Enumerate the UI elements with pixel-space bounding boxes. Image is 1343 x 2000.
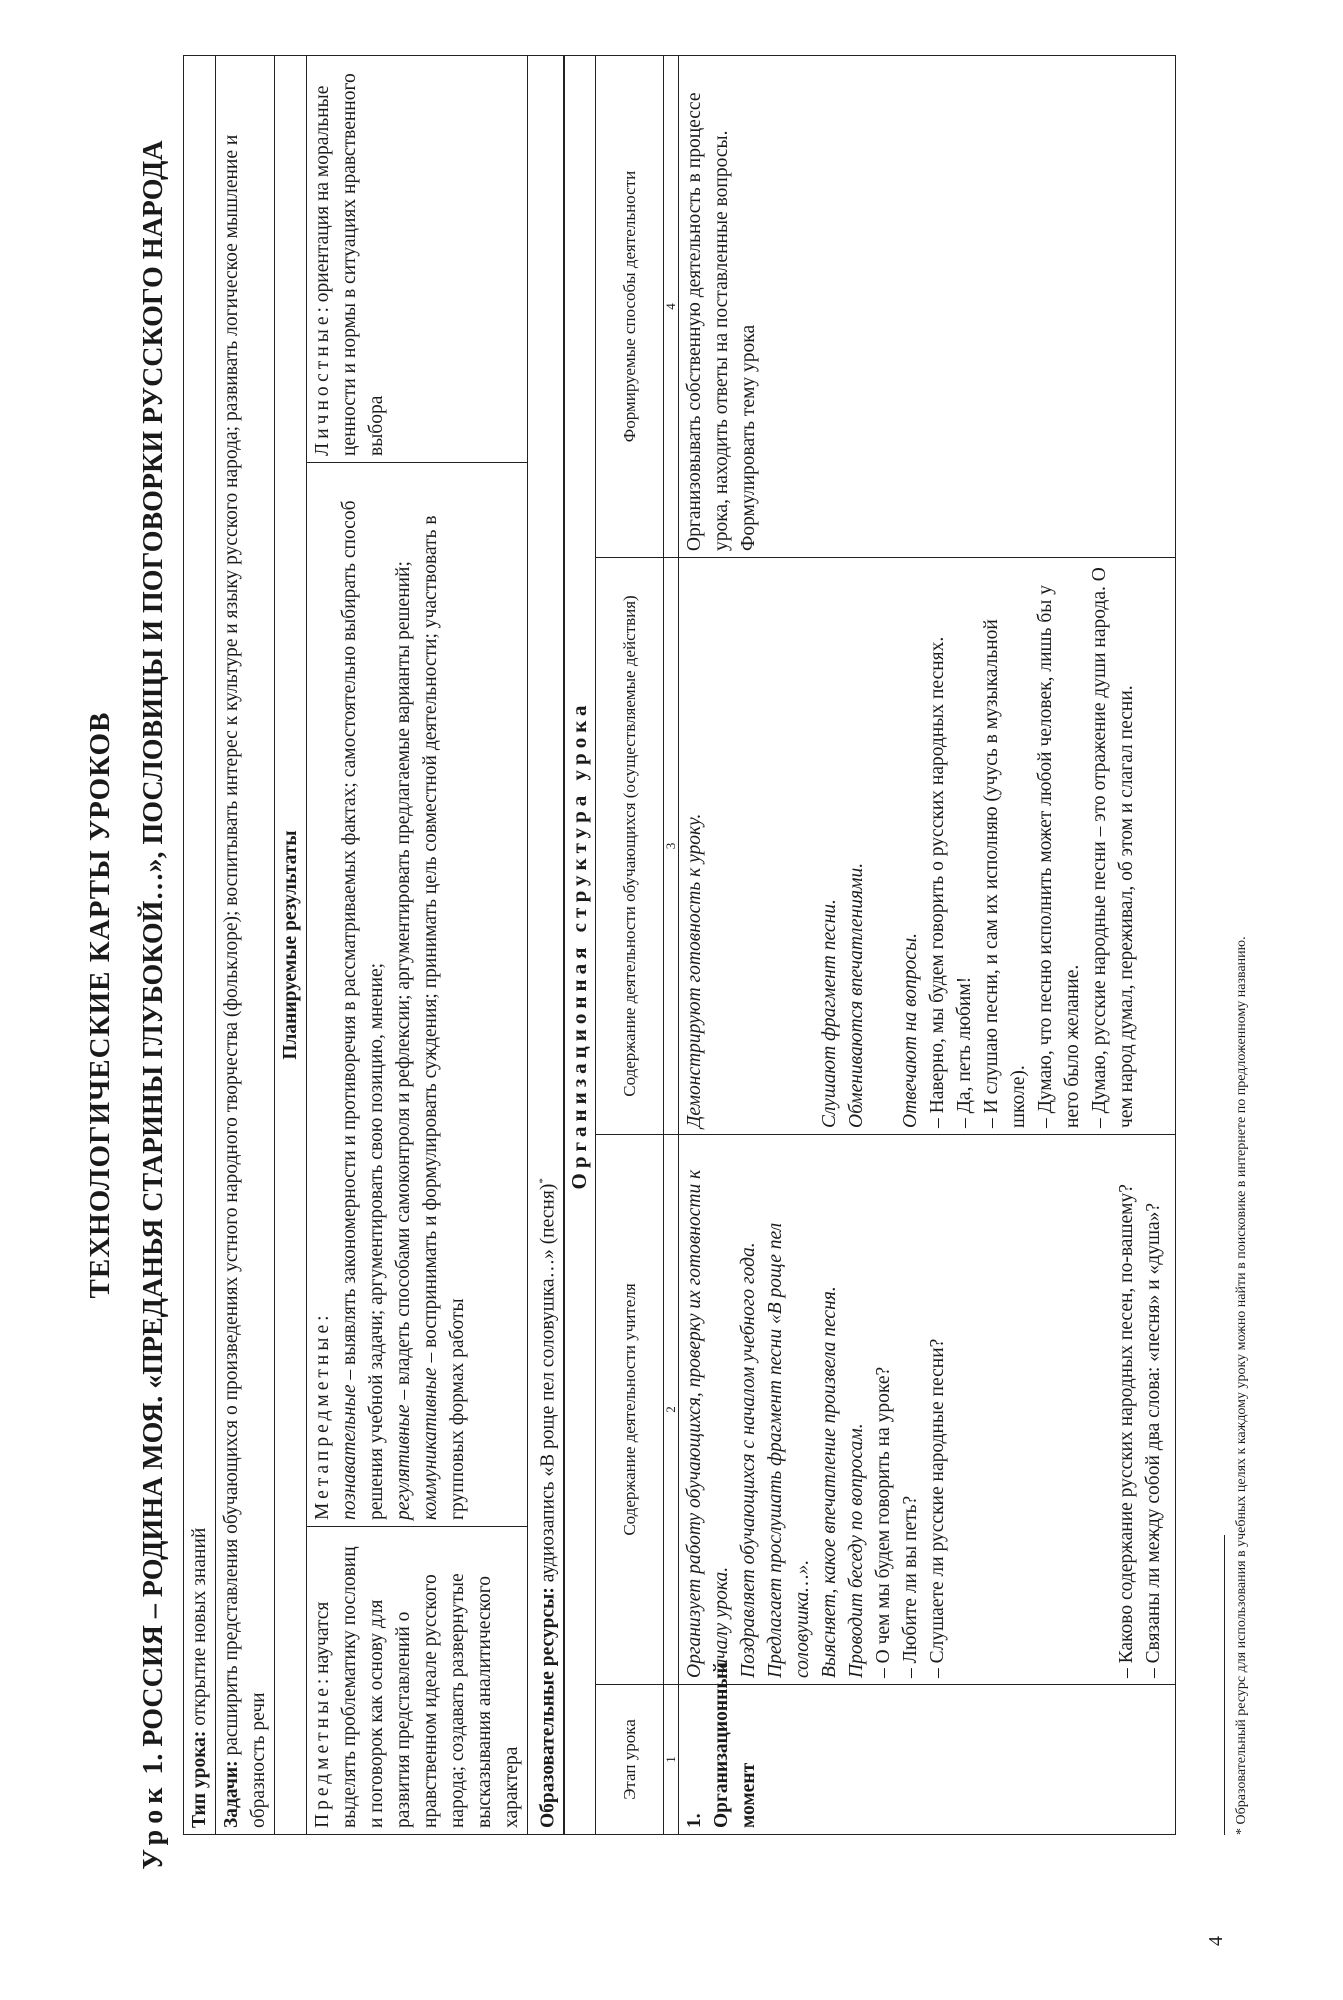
personal-results <box>307 56 528 463</box>
meta-item-term: коммуникативные <box>420 1367 441 1520</box>
skills-cell: Организовывать собственную деятельность в процессе урока, находить ответы на поставленные вопросы. Формулировать тему урока <box>679 56 1176 558</box>
meta-results-colon: : <box>312 1315 333 1321</box>
list-item: Предлагает прослушать фрагмент песни «В роще пел соловушка…». <box>765 1222 813 1678</box>
column-header-stage: Этап урока <box>596 1685 664 1835</box>
list-item: – Думаю, что песню исполнить может любой человек, лишь бы у него было желание. <box>1035 585 1083 1128</box>
student-activity-cell <box>679 558 1176 1135</box>
list-item: – Каково содержание русских народных песен, по-вашему? <box>1116 1184 1137 1678</box>
document-page <box>10 25 1310 1985</box>
meta-item-text: – воспринимать и формулировать суждения; принимать цель совместной деятельности; участвовать в групповых формах работы <box>420 515 468 1520</box>
tasks-label: Задачи: <box>221 1760 242 1828</box>
list-item: Отвечают на вопросы. <box>900 932 921 1128</box>
subject-results-text: : научатся выделять проблематику пословиц и поговорок как основу для развития представлений о нравственном идеале русского народа; создавать развернутые высказывания аналитического характера <box>312 1546 522 1828</box>
column-header-student: Содержание деятельности обучающихся (осуществляемые действия) <box>596 558 664 1135</box>
list-item: – Да, петь любим! <box>954 976 975 1128</box>
planned-results-row <box>307 56 528 1835</box>
list-item: – И слушаю песни, и сам их исполняю (учусь в музыкальной школе). <box>981 619 1029 1128</box>
table-row <box>679 56 1176 1835</box>
list-item: Обмениваются впечатлениями. <box>846 862 867 1128</box>
meta-item-text: – владеть способами самоконтроля и рефлексии; аргументировать предлагаемые варианты решений; <box>393 561 414 1405</box>
subject-results <box>307 1527 528 1835</box>
list-item: – О чем мы будем говорить на уроке? <box>873 1366 894 1678</box>
tasks-row <box>216 56 275 1835</box>
meta-results-label: Метапредметные <box>312 1320 333 1520</box>
page-number: 4 <box>1205 1936 1227 1946</box>
footnote-divider <box>1224 1535 1225 1835</box>
lesson-type-value: открытие новых знаний <box>189 1527 210 1726</box>
meta-item-regulative <box>390 469 417 1520</box>
footnote-mark: * <box>537 1178 549 1184</box>
meta-item-cognitive <box>336 469 390 1520</box>
list-item: – Связаны ли между собой два слова: «песня» и «душа»? <box>1143 1202 1164 1678</box>
list-item: – Слушаете ли русские народные песни? <box>927 1338 948 1678</box>
teacher-activity-cell <box>679 1135 1176 1685</box>
list-item: Демонстрируют готовность к уроку. <box>684 813 705 1128</box>
list-item: Выясняет, какое впечатление произвела песня. <box>819 1286 840 1678</box>
lesson-name: 1. РОССИЯ – РОДИНА МОЯ. «ПРЕДАНЬЯ СТАРИНЫ ГЛУБОКОЙ…», ПОСЛОВИЦЫ И ПОГОВОРКИ РУССКОГО НАРОДА <box>138 140 169 1775</box>
document-title: ТЕХНОЛОГИЧЕСКИЕ КАРТЫ УРОКОВ <box>84 711 116 1299</box>
personal-results-text: : ориентация на моральные ценности и нормы в ситуациях нравственного выбора <box>312 73 387 456</box>
resources-value: аудиозапись «В роще пел соловушка…» (песня) <box>537 1183 559 1583</box>
list-item: Поздравляет обучающихся с началом учебного года. <box>738 1242 759 1678</box>
list-item: Проводит беседу по вопросам. <box>846 1423 867 1678</box>
column-number: 2 <box>664 1135 679 1685</box>
resources-label: Образовательные ресурсы: <box>537 1587 559 1828</box>
list-item: – Любите ли вы петь? <box>900 1495 921 1678</box>
list-item: – Думаю, русские народные песни – это отражение души народа. О чем народ думал, переживал, об этом и слагал песни. <box>1089 567 1137 1128</box>
tasks-value: расширить представления обучающихся о произведениях устного народного творчества (фольклоре); воспитывать интерес к культуре и языку русского народа; развивать логическое мышление и образность речи <box>221 134 269 1828</box>
personal-results-label: Личностные <box>312 312 333 456</box>
lesson-title <box>138 25 170 1985</box>
column-number: 1 <box>664 1685 679 1835</box>
planned-results-heading-row <box>275 56 307 1835</box>
column-number-row <box>664 56 679 1835</box>
list-item: – Наверно, мы будем говорить о русских народных песнях. <box>927 636 948 1128</box>
list-item: Слушают фрагмент песни. <box>819 899 840 1128</box>
column-header-skills: Формируемые способы деятельности <box>596 56 664 558</box>
meta-item-term: познавательные <box>339 1384 360 1520</box>
column-header-teacher: Содержание деятельности учителя <box>596 1135 664 1685</box>
lesson-type-row <box>184 56 216 1835</box>
lesson-type-label: Тип урока: <box>189 1730 210 1828</box>
meta-item-communicative <box>417 469 471 1520</box>
meta-item-text: – выявлять закономерности и противоречия в рассматриваемых фактах; самостоятельно выбирать способ решения учебной задачи; аргументировать свою позицию, мнение; <box>339 500 387 1520</box>
lesson-structure-table <box>563 55 1176 1835</box>
stage-cell: 1. Организационный момент <box>679 1685 1176 1835</box>
lesson-info-table <box>183 55 565 1835</box>
resources-row <box>528 56 565 1835</box>
subject-results-label: Предметные <box>312 1684 333 1828</box>
list-item: Организует работу обучающихся, проверку их готовности к началу урока. <box>684 1169 732 1678</box>
structure-header-row <box>596 56 664 1835</box>
planned-results-heading: Планируемые результаты <box>275 56 307 1835</box>
meta-item-term: регулятивные <box>393 1404 414 1520</box>
structure-heading-row <box>564 56 596 1835</box>
lesson-card <box>183 55 1176 1835</box>
column-number: 4 <box>664 56 679 558</box>
meta-results <box>307 463 528 1527</box>
lesson-prefix: Урок <box>138 1781 169 1870</box>
footnote: * Образовательный ресурс для использования в учебных целях к каждому уроку можно найти в поисковике в интернете по предложенному названию. <box>1234 936 1249 1835</box>
structure-heading: Организационная структура урока <box>564 56 596 1835</box>
column-number: 3 <box>664 558 679 1135</box>
